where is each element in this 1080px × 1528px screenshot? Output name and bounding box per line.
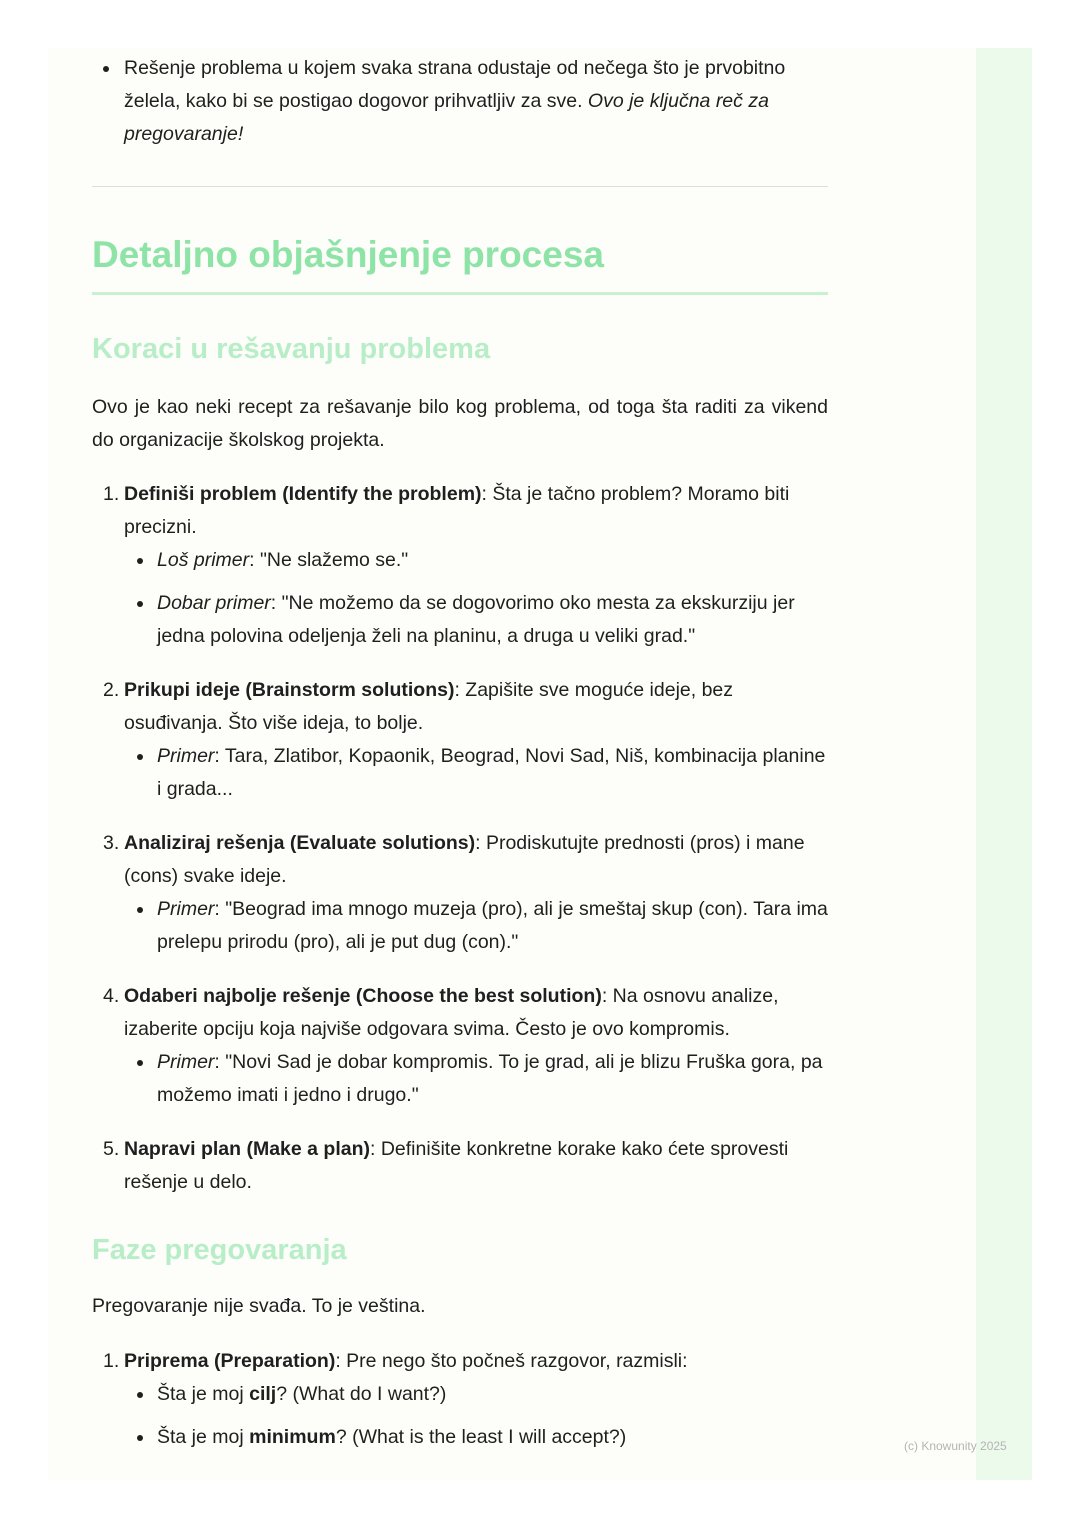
- step-title: Definiši problem (Identify the problem): [124, 483, 482, 505]
- bullet-icon: [137, 601, 143, 607]
- sub-list-item: [124, 1046, 828, 1112]
- question-text-end: ? (What is the least I will accept?): [335, 1426, 627, 1448]
- example-text: : "Ne možemo da se dogovorimo oko mesta za ekskurziju jer jedna polovina odeljenja želi na planinu, a druga u veliki grad.": [157, 592, 795, 647]
- step-item: [92, 1345, 828, 1454]
- example-label: Dobar primer: [157, 592, 271, 614]
- step-item: [92, 980, 828, 1112]
- horizontal-divider: [92, 186, 828, 187]
- example-text: : Tara, Zlatibor, Kopaonik, Beograd, Novi Sad, Niš, kombinacija planine i grada...: [157, 745, 826, 800]
- step-number: 1.: [103, 483, 120, 505]
- section-intro: Pregovaranje nije svađa. To je veština.: [92, 1295, 426, 1317]
- bullet-icon: [137, 907, 143, 913]
- section-heading: Koraci u rešavanju problema: [92, 333, 491, 365]
- title-underline: [92, 292, 828, 295]
- intro-bullet-italic: Ovo je ključna reč za pregovaranje!: [124, 90, 769, 145]
- bullet-icon: [103, 66, 109, 72]
- section-intro: Ovo je kao neki recept za rešavanje bilo kog problema, od toga šta raditi za vikend do organizacije školskog projekta.: [92, 396, 828, 451]
- intro-list: [92, 52, 828, 151]
- bullet-icon: [137, 754, 143, 760]
- step-number: 3.: [103, 832, 120, 854]
- step-text: : Pre nego što počneš razgovor, razmisli:: [335, 1350, 688, 1372]
- example-text: : "Novi Sad je dobar kompromis. To je grad, ali je blizu Fruška gora, pa možemo imati i jedno i drugo.": [157, 1051, 823, 1106]
- question-keyword: cilj: [249, 1383, 277, 1405]
- question-text: Šta je moj: [157, 1426, 250, 1448]
- step-text: : Zapišite sve moguće ideje, bez osuđivanja. Što više ideja, to bolje.: [124, 679, 734, 734]
- example-label: Primer: [157, 898, 215, 920]
- step-title: Analiziraj rešenja (Evaluate solutions): [124, 832, 476, 854]
- sub-list: [124, 740, 828, 806]
- page-title: Detaljno objašnjenje procesa: [92, 234, 604, 275]
- intro-bullet-text: Rešenje problema u kojem svaka strana odustaje od nečega što je prvobitno želela, kako bi se postigao dogovor prihvatljiv za sve.: [124, 57, 786, 112]
- sub-list: [124, 1046, 828, 1112]
- steps-list: [92, 478, 828, 1199]
- step-title: Priprema (Preparation): [124, 1350, 336, 1372]
- step-title: Prikupi ideje (Brainstorm solutions): [124, 679, 455, 701]
- example-label: Primer: [157, 745, 215, 767]
- example-text: : "Beograd ima mnogo muzeja (pro), ali je smeštaj skup (con). Tara ima prelepu prirodu (pro), ali je put dug (con).": [157, 898, 828, 953]
- step-item: [92, 478, 828, 653]
- step-text: : Prodiskutujte prednosti (pros) i mane (cons) svake ideje.: [124, 832, 805, 887]
- sub-list-item: [124, 1421, 828, 1454]
- sub-list: [124, 893, 828, 959]
- sub-list-item: [124, 587, 828, 653]
- step-number: 1.: [103, 1350, 120, 1372]
- step-number: 2.: [103, 679, 120, 701]
- step-text: : Definišite konkretne korake kako ćete sprovesti rešenje u delo.: [124, 1138, 789, 1193]
- step-number: 4.: [103, 985, 120, 1007]
- sub-list-item: [124, 740, 828, 806]
- question-text: Šta je moj: [157, 1383, 250, 1405]
- step-text: : Na osnovu analize, izaberite opciju koja najviše odgovara svima. Često je ovo kompromis.: [124, 985, 779, 1040]
- bullet-icon: [137, 558, 143, 564]
- bullet-icon: [137, 1392, 143, 1398]
- section-heading: Faze pregovaranja: [92, 1234, 347, 1266]
- question-keyword: minimum: [249, 1426, 336, 1448]
- step-title: Napravi plan (Make a plan): [124, 1138, 370, 1160]
- bullet-icon: [137, 1435, 143, 1441]
- copyright-footer: (c) Knowunity 2025: [904, 1439, 1007, 1453]
- step-item: [92, 1133, 828, 1199]
- bullet-icon: [137, 1060, 143, 1066]
- step-item: [92, 827, 828, 959]
- list-item: [92, 52, 828, 151]
- sub-list: [92, 544, 828, 653]
- question-text-end: ? (What do I want?): [276, 1383, 447, 1405]
- sub-list-item: [124, 1378, 828, 1411]
- step-item: [92, 674, 828, 806]
- step-title: Odaberi najbolje rešenje (Choose the best solution): [124, 985, 602, 1007]
- example-text: : "Ne slažemo se.": [249, 549, 409, 571]
- sub-list-item: [124, 544, 828, 577]
- sub-list-item: [124, 893, 828, 959]
- document-content: [92, 52, 828, 1454]
- example-label: Loš primer: [157, 549, 250, 571]
- phases-list: [92, 1345, 828, 1454]
- sub-list: [124, 1378, 828, 1454]
- step-number: 5.: [103, 1138, 120, 1160]
- example-label: Primer: [157, 1051, 215, 1073]
- step-text: : Šta je tačno problem? Moramo biti precizni.: [124, 483, 790, 538]
- right-accent-bar: [976, 48, 1032, 1480]
